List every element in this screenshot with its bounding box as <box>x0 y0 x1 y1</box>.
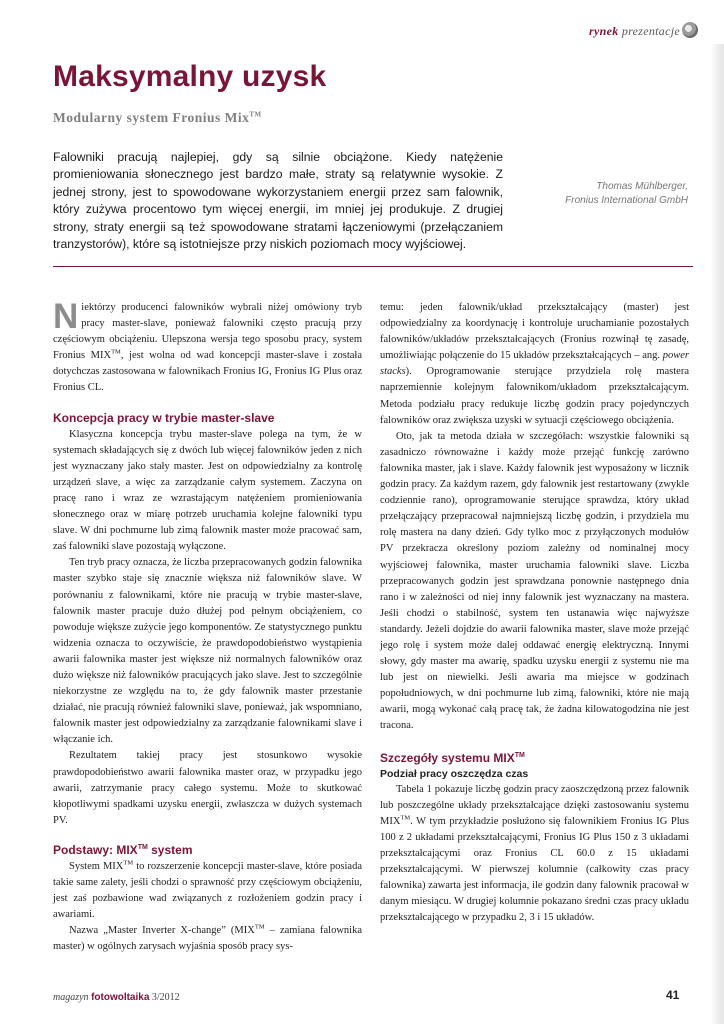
article-subtitle <box>53 110 262 126</box>
magazine-name: fotowoltaika <box>91 992 150 1003</box>
text-column-left <box>53 297 362 955</box>
text: to rozszerzenie koncepcji master-slave, które posiada takie same zalety, jeśli chodzi o sprawność przy częściowym obciążeniu, jest zaś pozbawione wad związanych z rozłożeniem godzin pracy i awariami. <box>53 860 362 921</box>
author-name: Thomas Mühlberger, <box>596 181 688 192</box>
text: . W tym przykładzie posłużono się falownikiem Fronius IG Plus 100 z 2 układami przekształcającymi, Fronius IG Plus 150 z 3 układami przekształcającymi oraz Fronius CL 60.0 z 15 układami przekształcającymi. W pierwszej kolumnie (całkowity czas pracy falownika) zawarta jest informacja, ile godzin dany falownik pracował w danym miesiącu. W drugiej kolumnie pokazano średni czas pracy układu przekształcającego w przypadku 2, 3 i 15 układów. <box>380 815 689 924</box>
heading-mix-details <box>380 749 689 767</box>
divider-rule <box>53 266 693 267</box>
section-label: rynek <box>589 24 619 38</box>
article-title: Maksymalny uzysk <box>53 60 327 93</box>
trademark-sup: TM <box>514 751 525 759</box>
paragraph <box>380 300 689 429</box>
paragraph: Ten tryb pracy oznacza, że liczba przepracowanych godzin falownika master szybko staje się znacznie większa niż falowników slave. W porównaniu z falownikami, które nie pracują w trybie master-slave, falownik master pracuje dużo dłużej pod pełnym obciążeniem, co powoduje większe zużycie jego komponentów. Ze statystycznego punktu widzenia oznacza to oczywiście, że prawdopodobieństwo wystąpienia awarii falownika master jest większe niż normalnych falowników oraz dużo większe niż falowników pracujących jako slave. Jest to szczególnie niekorzystne ze względu na to, że gdy falownik master przestanie działać, nie pracują również falowniki slave, ponieważ, jak wspomniano, falownik master jest odpowiedzialny za zarządzanie falownikami slave i włączanie ich. <box>53 557 362 746</box>
subtitle-text: Modularny system Fronius Mix <box>53 110 250 125</box>
heading-text: Podstawy: MIX <box>53 842 138 857</box>
article-lead: Falowniki pracują najlepiej, gdy są silnie obciążone. Kiedy natężenie promieniowania słonecznego jest bardzo małe, straty są relatywnie wysokie. Z jednej strony, jest to spowodowane wykorzystaniem energii przez sam falownik, który zużywa procentowo tym więcej energii, im mniej jej produkuje. Z drugiej strony, straty energii są też spowodowane stratami łączeniowymi (przełączaniem tranzystorów), które są istotniejsze przy niskich poziomach mocy wyjściowej. <box>53 150 503 252</box>
section-tag <box>589 24 680 39</box>
trademark-sup: TM <box>400 814 411 822</box>
drop-cap: N <box>53 297 79 336</box>
subheading-split: Podział pracy oszczędza czas <box>380 767 529 780</box>
heading-master-slave: Koncepcja pracy w trybie master-slave <box>53 410 275 425</box>
text: temu: jeden falownik/układ przekształcający (master) jest odpowiedzialny za koordynację i kontroluje uruchamianie pozostałych falowników/układów przekształcających (Fronius rozwinął tę zasadę, umożliwiając połączenie do 15 układów przekształcających – ang. <box>380 302 689 362</box>
paragraph: Rezultatem takiej pracy jest stosunkowo wysokie prawdopodobieństwo awarii falownika master oraz, w przypadku jego awarii, zatrzymanie pracy całego systemu. Może to skutkować kłopotliwymi spadkami uzysku energii, zwłaszcza w dużych systemach PV. <box>53 750 362 826</box>
magazine-issue: 3/2012 <box>151 992 180 1003</box>
trademark-sup: TM <box>123 859 134 867</box>
trademark-sup: TM <box>137 843 148 851</box>
heading-text: Szczegóły systemu MIX <box>380 750 515 765</box>
paragraph: Oto, jak ta metoda działa w szczegółach: wszystkie falowniki są zasadniczo równoważne i każdy może przejąć funkcję zarówno falownika master, jak i slave. Każdy falownik jest wyposażony w licznik godzin pracy. Za każdym razem, gdy falownik jest restartowany (zwykle codziennie rano), oprogramowanie sterujące sprawdza, który układ przełączający przepracował najmniejszą liczbę godzin, i przydziela mu rolę mastera na dany dzień. Gdy tylko moc z przyłączonych modułów PV przekracza określony poziom zależny od nominalnej mocy wyjściowej falownika, master uruchamia falowniki slave. Liczba przepracowanych godzin jest sprawdzana ponownie następnego dnia rano i w zależności od niej inny falownik jest wyznaczany na mastera. Jeśli chodzi o stabilność, system ten ustanawia więc najwyższe standardy. Jeżeli dojdzie do awarii falownika master, slave może przejąć jego rolę i system może dalej oddawać energię elektryczną. Innymi słowy, gdy master ma awarię, spadku uzysku energii z systemu nie ma lub jest on niewielki. Jeśli awaria ma miejsce w godzinach popołudniowych, w dni pochmurne lub zimą, falowniki, które nie mają awarii, mogą wykonać całą pracę tak, że żadna kilowatogodzina nie jest tracona. <box>380 430 689 732</box>
paragraph <box>53 859 362 923</box>
paragraph <box>53 923 362 955</box>
subsection-label: prezentacje <box>621 24 680 38</box>
text: ). Oprogramowanie sterujące przydziela rolę mastera naprzemiennie kolejnym falownikom/układom przekształcającym. Metoda podziału pracy redukuje liczbę godzin pracy pojedynczych falowników oraz zwiększa uzyski w sytuacji częściowego obciążenia. <box>380 366 689 426</box>
intro-text-cont: , jest wolna od wad koncepcji master-slave i została dotychczas zastosowana w falownikach Fronius IG, Fronius IG Plus oraz Fronius CL. <box>53 350 362 394</box>
heading-text-cont: system <box>147 842 193 857</box>
trademark-sup: TM <box>111 348 121 356</box>
author-organization: Fronius International GmbH <box>565 195 688 206</box>
trademark-sup: TM <box>254 923 265 931</box>
footer-magazine <box>53 992 180 1003</box>
page-number: 41 <box>666 988 680 1002</box>
text-column-right <box>380 300 689 926</box>
text: System MIX <box>69 860 124 872</box>
page-edge-strip <box>710 44 724 1024</box>
paragraph <box>380 782 689 927</box>
text: Nazwa „Master Inverter X-change” (MIX <box>69 925 255 937</box>
author-block <box>520 180 688 208</box>
section-bullet-icon <box>682 22 698 38</box>
subtitle-trademark: TM <box>249 110 262 119</box>
text-emphasis: power stacks <box>380 350 689 378</box>
text: – zamiana falownika master) w ogólnych zarysach wyjaśnia sposób pracy sys- <box>53 925 362 953</box>
magazine-prefix: magazyn <box>53 992 89 1003</box>
paragraph: Klasyczna koncepcja trybu master-slave polega na tym, że w systemach składających się z dwóch lub więcej falowników jeden z nich jest wyznaczany jako stały master. Jest on odpowiedzialny za kontrolę urządzeń slave, a więc za zarządzanie całym systemem. Zaczyna on pracę rano i wraz ze wzrastającym natężeniem promieniowania słonecznego oraz w miarę potrzeb uruchamia kolejne falowniki typu slave. W dni pochmurne lub zimą falownik master może pracować sam, zaś falowniki slave pozostają wyłączone. <box>53 428 362 553</box>
intro-text: iektórzy producenci falowników wybrali niżej omówiony tryb pracy master-slave, ponieważ falowniki często pracują przy częściowym obciążeniu. Ulepszona wersja tego sposobu pracy, system Fronius MIX <box>53 302 362 362</box>
heading-mix-basics <box>53 841 362 859</box>
intro-paragraph <box>53 297 362 397</box>
text: Tabela 1 pokazuje liczbę godzin pracy zaoszczędzoną przez falownik lub poszczególne układy przekształcające dzięki zastosowaniu systemu MIX <box>380 783 689 827</box>
